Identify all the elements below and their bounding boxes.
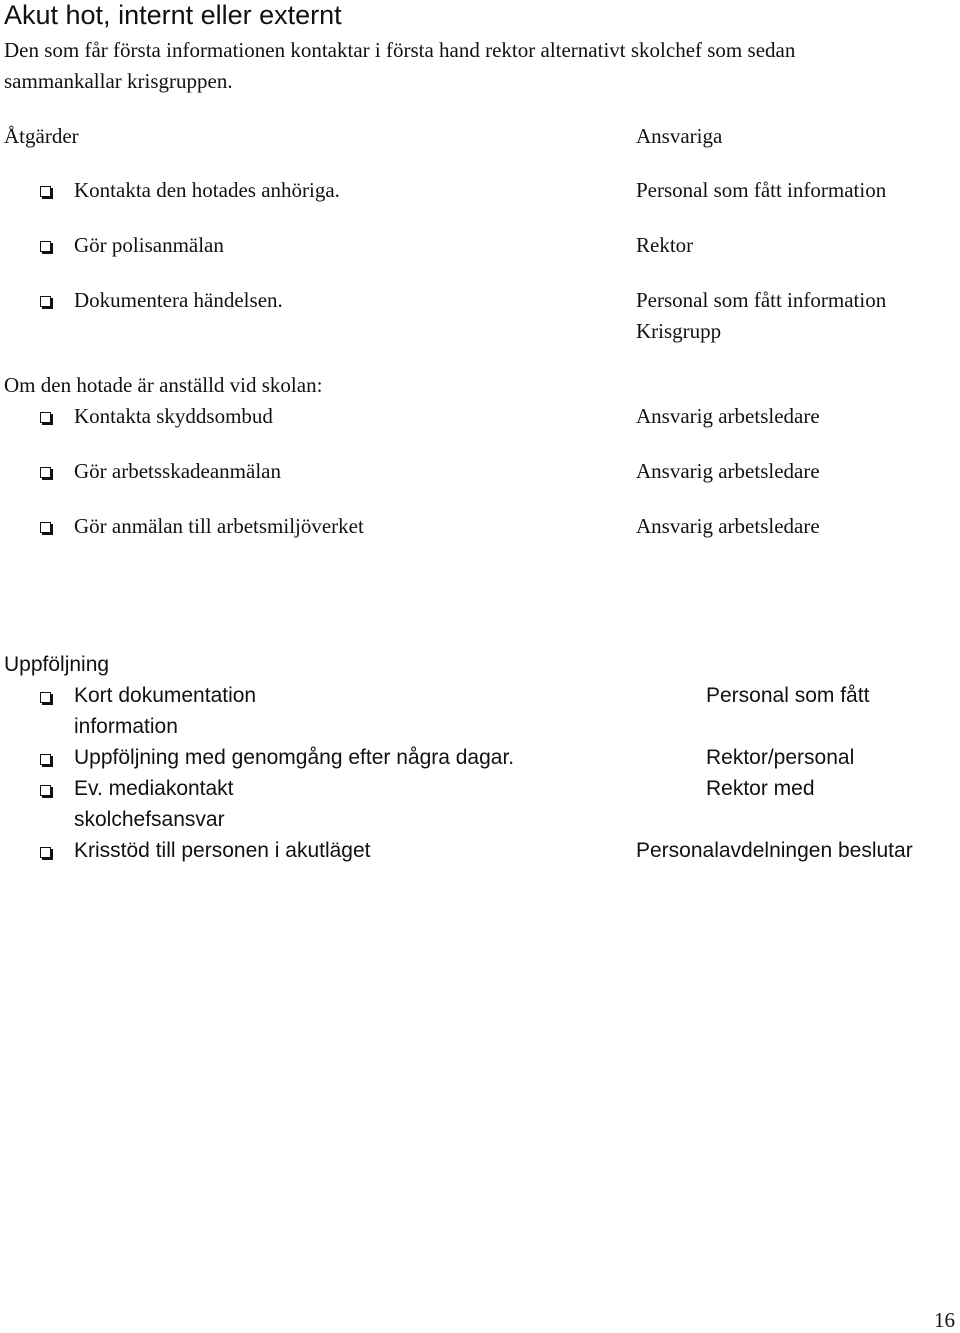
action-text: Kontakta den hotades anhöriga.	[74, 178, 340, 202]
page-number: 16	[934, 1308, 955, 1332]
action-text: Ev. mediakontakt	[74, 777, 234, 800]
action-text: Gör arbetsskadeanmälan	[74, 459, 281, 483]
checkbox-icon	[40, 692, 51, 703]
checkbox-icon	[40, 241, 51, 252]
action-text: Krisstöd till personen i akutläget	[74, 839, 371, 862]
responsible-text: Personalavdelningen beslutar	[636, 839, 913, 862]
action-text: Gör polisanmälan	[74, 233, 224, 257]
action-text: Gör anmälan till arbetsmiljöverket	[74, 514, 364, 538]
checkbox-icon	[40, 847, 51, 858]
continuation-text: skolchefsansvar	[74, 808, 225, 831]
responsible-text: Personal som fått	[706, 684, 870, 707]
checkbox-icon	[40, 785, 51, 796]
checkbox-icon	[40, 522, 51, 533]
action-text: Dokumentera händelsen.	[74, 288, 283, 312]
responsible-text: Rektor/personal	[706, 746, 855, 769]
column-header-responsible: Ansvariga	[636, 124, 723, 148]
responsible-text: Personal som fått information	[636, 178, 887, 202]
responsible-text: Ansvarig arbetsledare	[636, 404, 820, 428]
responsible-text: Ansvarig arbetsledare	[636, 514, 820, 538]
section-heading-followup: Uppföljning	[4, 653, 110, 676]
column-header-actions: Åtgärder	[4, 124, 79, 148]
page-title: Akut hot, internt eller externt	[4, 0, 342, 30]
action-text: Uppföljning med genomgång efter några dagar.	[74, 746, 515, 769]
responsible-text-2: Krisgrupp	[636, 319, 722, 343]
responsible-text: Rektor	[636, 233, 694, 257]
checkbox-icon	[40, 754, 51, 765]
section-heading-employee: Om den hotade är anställd vid skolan:	[4, 373, 323, 397]
action-text: Kort dokumentation	[74, 684, 257, 707]
responsible-text: Rektor med	[706, 777, 815, 800]
checkbox-icon	[40, 186, 51, 197]
checkbox-icon	[40, 467, 51, 478]
responsible-text: Ansvarig arbetsledare	[636, 459, 820, 483]
intro-text-line2: sammankallar krisgruppen.	[4, 69, 233, 93]
continuation-text: information	[74, 715, 178, 738]
checkbox-icon	[40, 412, 51, 423]
responsible-text: Personal som fått information	[636, 288, 887, 312]
action-text: Kontakta skyddsombud	[74, 404, 273, 428]
intro-text-line1: Den som får första informationen kontaktar i första hand rektor alternativt skolchef som sedan	[4, 38, 796, 62]
checkbox-icon	[40, 296, 51, 307]
